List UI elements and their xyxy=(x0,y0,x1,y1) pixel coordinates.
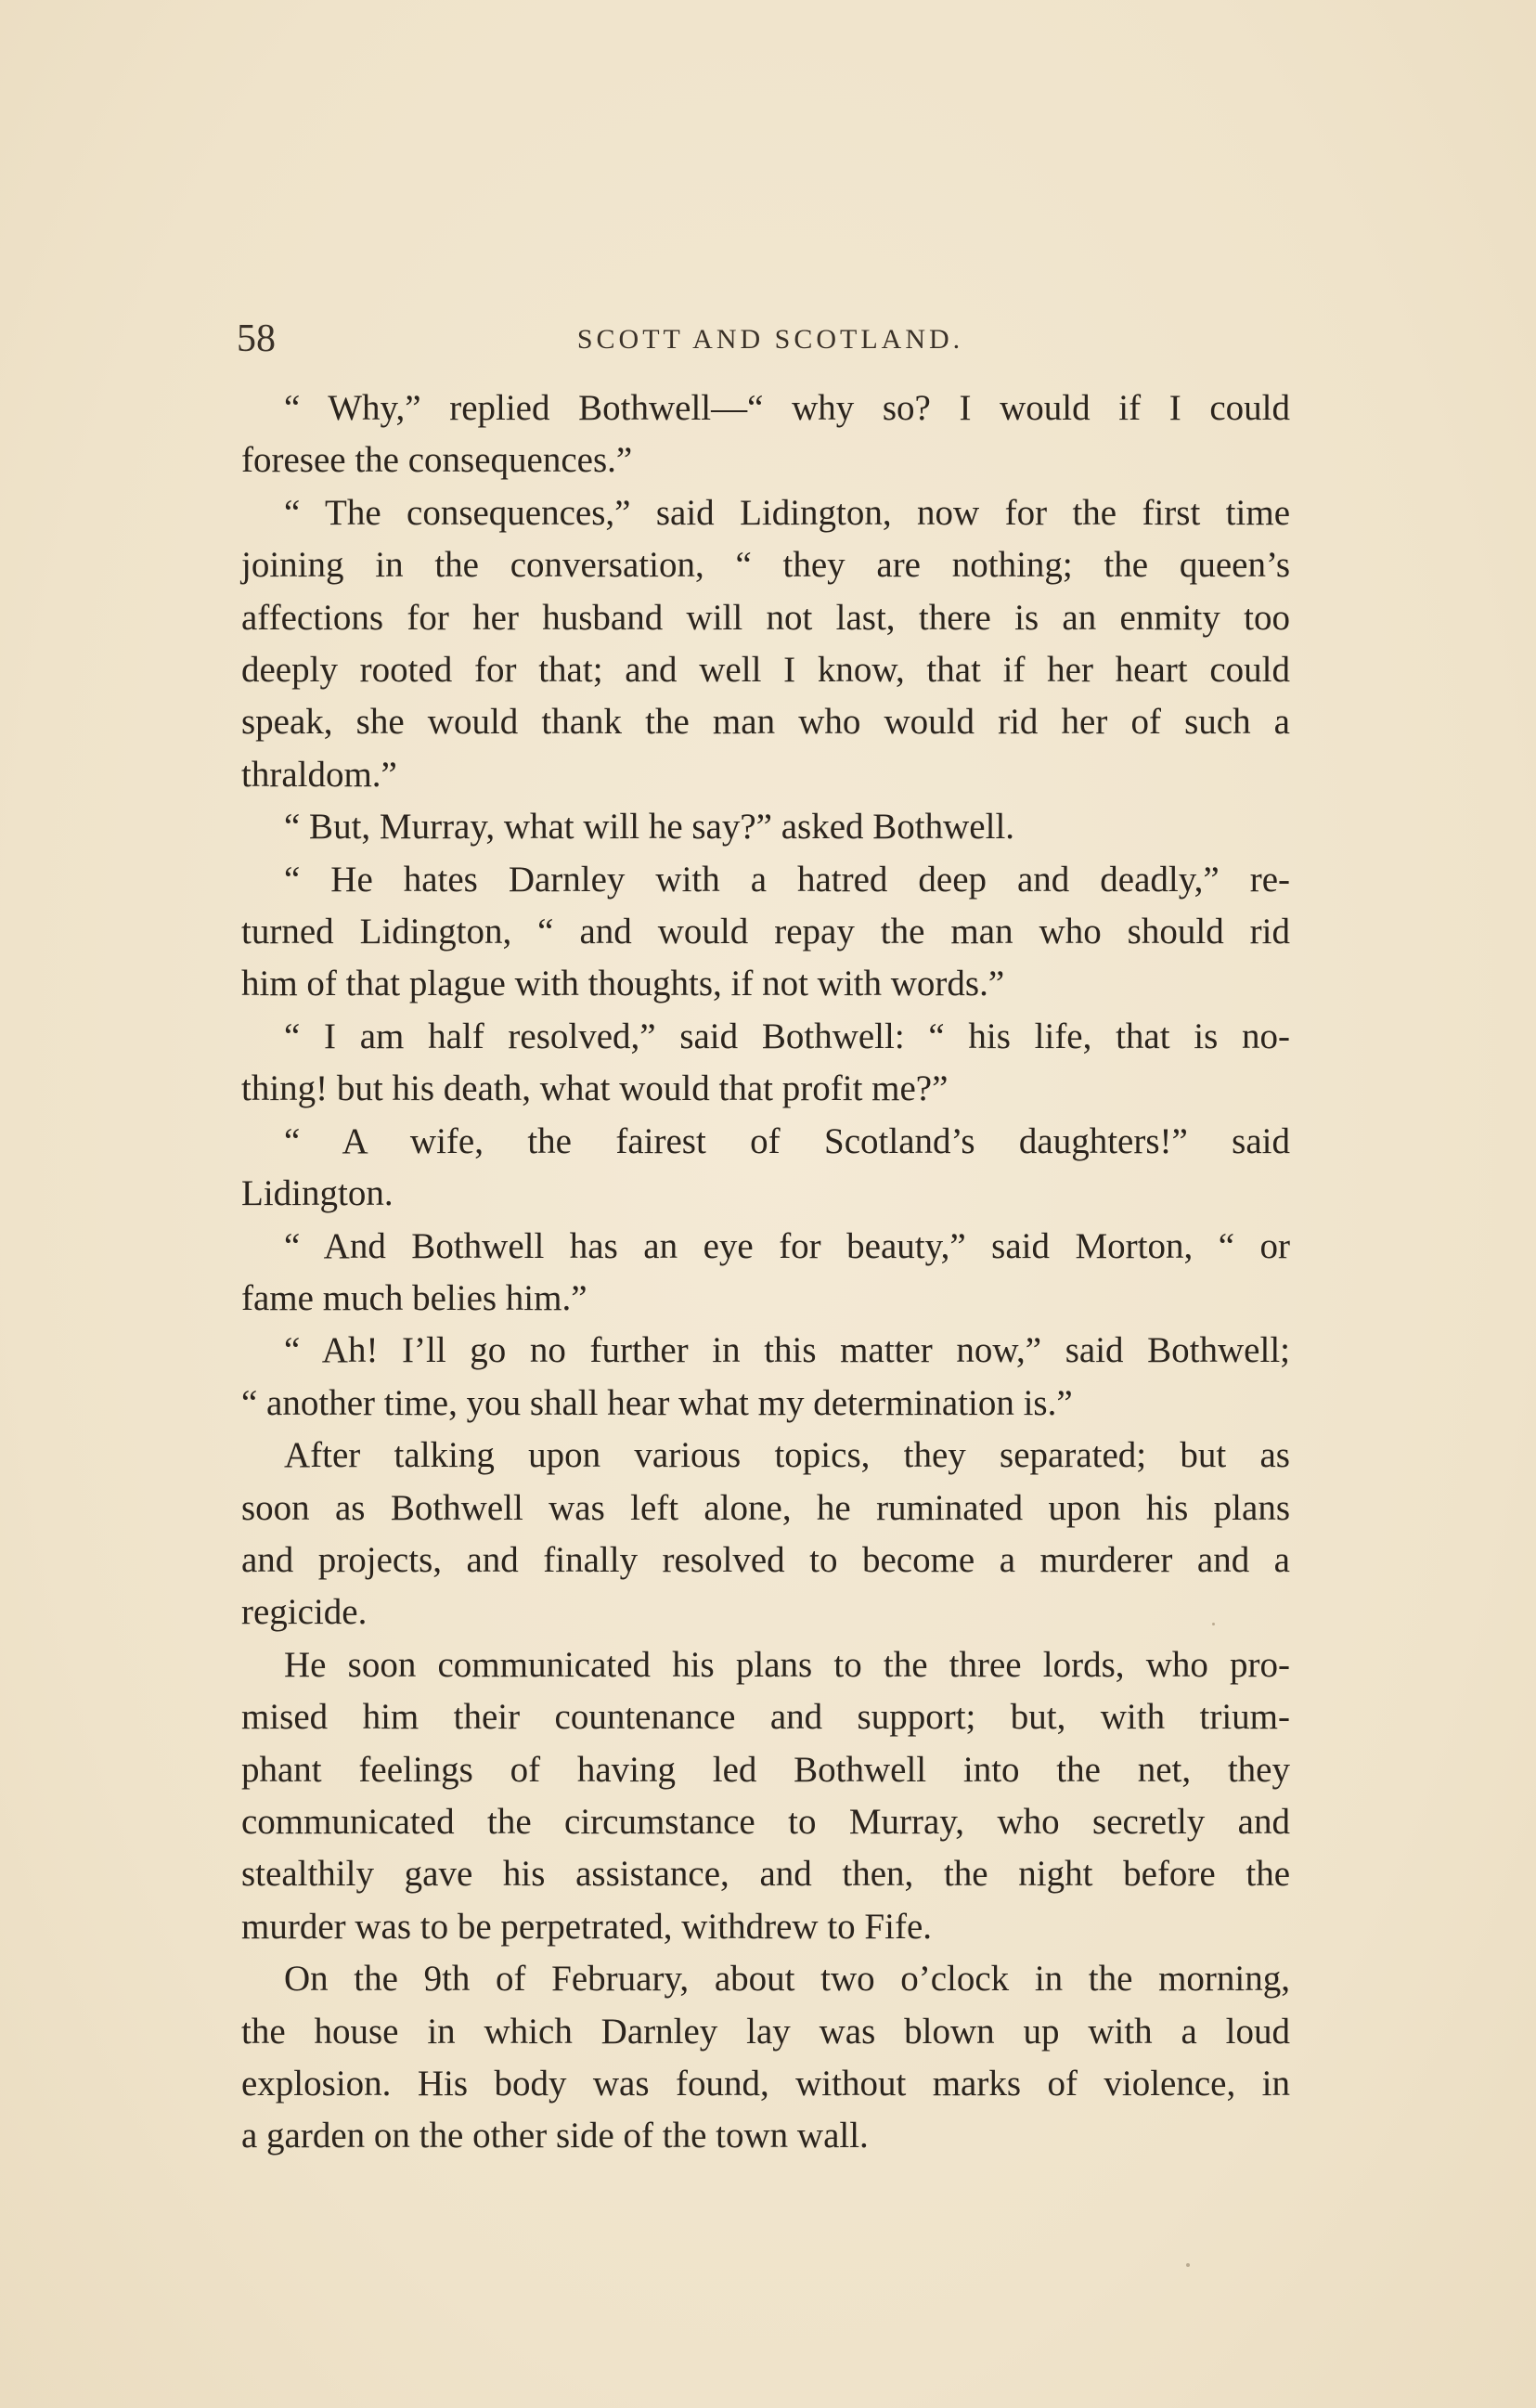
running-head: SCOTT AND SCOTLAND. xyxy=(576,324,964,355)
text-line: communicated the circumstance to Murray, who secretly and xyxy=(241,1801,1290,1842)
text-line: thing! but his death, what would that profit me?” xyxy=(241,1068,949,1109)
text-line: foresee the consequences.” xyxy=(241,440,633,481)
text-line: explosion. His body was found, without marks of violence, in xyxy=(241,2064,1290,2104)
page-header xyxy=(237,316,1304,362)
text-line: “ Why,” replied Bothwell—“ why so? I would if I could xyxy=(284,388,1290,428)
text-line: fame much belies him.” xyxy=(241,1277,587,1318)
text-line: He soon communicated his plans to the three lords, who pro- xyxy=(284,1644,1290,1685)
text-line: murder was to be perpetrated, withdrew to Fife. xyxy=(241,1906,933,1947)
text-line: mised him their countenance and support; but, with trium- xyxy=(241,1697,1290,1738)
body-text xyxy=(241,382,1290,2163)
text-line: stealthily gave his assistance, and then, the night before the xyxy=(241,1854,1290,1895)
text-line: Lidington. xyxy=(241,1173,394,1214)
text-line: turned Lidington, “ and would repay the man who should rid xyxy=(241,912,1290,952)
text-line: deeply rooted for that; and well I know, that if her heart could xyxy=(241,650,1290,691)
page-number: 58 xyxy=(237,317,276,360)
paper-speck xyxy=(1212,1623,1215,1625)
text-line: and projects, and finally resolved to become a murderer and a xyxy=(241,1539,1290,1580)
text-line: After talking upon various topics, they separated; but as xyxy=(284,1435,1290,1476)
paper-speck xyxy=(1186,2263,1190,2267)
text-line: “ A wife, the fairest of Scotland’s daughters!” said xyxy=(284,1120,1290,1161)
text-line: a garden on the other side of the town wall. xyxy=(241,2116,869,2156)
text-line: “ I am half resolved,” said Bothwell: “ his life, that is no- xyxy=(284,1016,1290,1056)
text-line: speak, she would thank the man who would rid her of such a xyxy=(241,702,1290,743)
text-line: him of that plague with thoughts, if not with words.” xyxy=(241,964,1005,1004)
text-line: “ But, Murray, what will he say?” asked Bothwell. xyxy=(284,807,1015,848)
text-line: thraldom.” xyxy=(241,754,397,795)
text-line: “ Ah! I’ll go no further in this matter now,” said Bothwell; xyxy=(284,1330,1290,1371)
text-line: regicide. xyxy=(241,1592,368,1633)
text-line: “ another time, you shall hear what my determination is.” xyxy=(241,1382,1073,1423)
text-line: “ He hates Darnley with a hatred deep and deadly,” re- xyxy=(284,859,1290,900)
text-line: the house in which Darnley lay was blown up with a loud xyxy=(241,2011,1290,2052)
text-line: phant feelings of having led Bothwell into the net, they xyxy=(241,1749,1290,1790)
text-line: On the 9th of February, about two o’clock in the morning, xyxy=(284,1959,1290,2000)
text-line: joining in the conversation, “ they are nothing; the queen’s xyxy=(241,545,1290,586)
text-line: “ The consequences,” said Lidington, now for the first time xyxy=(284,492,1290,533)
text-line: soon as Bothwell was left alone, he ruminated upon his plans xyxy=(241,1487,1290,1528)
text-line: “ And Bothwell has an eye for beauty,” said Morton, “ or xyxy=(284,1225,1290,1266)
text-line: affections for her husband will not last, there is an enmity too xyxy=(241,597,1290,638)
